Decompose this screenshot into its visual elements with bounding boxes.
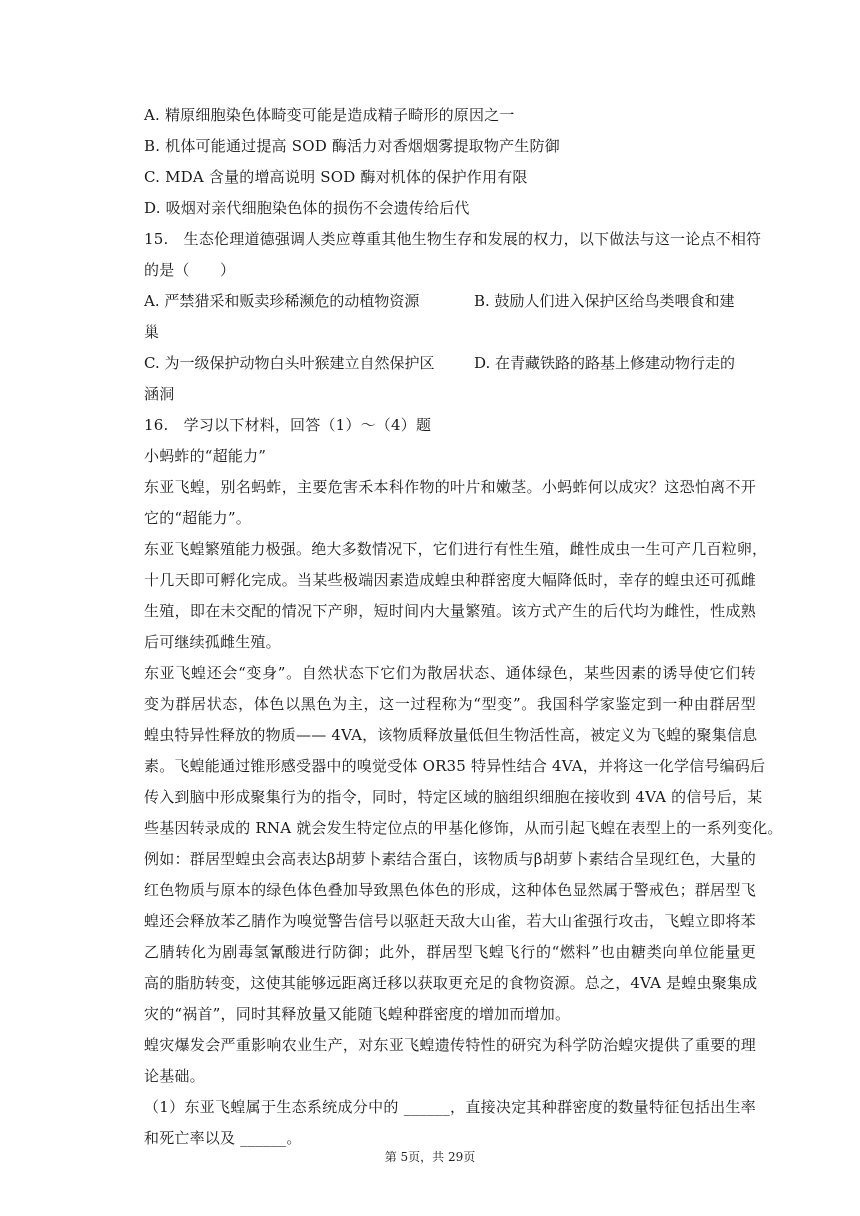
q15-stem-line-1: 15. 生态伦理道德强调人类应尊重其他生物生存和发展的权力，以下做法与这一论点不相符 — [144, 230, 762, 248]
article-line: 乙腈转化为剧毒氢氰酸进行防御；此外，群居型飞蝗飞行的“燃料”也由糖类向单位能量更 — [144, 943, 756, 961]
q14-option-c: C. MDA 含量的增高说明 SOD 酶对机体的保护作用有限 — [144, 168, 528, 186]
article-line: 十几天即可孵化完成。当某些极端因素造成蝗虫种群密度大幅降低时，幸存的蝗虫还可孤雌 — [144, 571, 756, 589]
q16-sub1-line-1: （1）东亚飞蝗属于生态系统成分中的 ______，直接决定其种群密度的数量特征包括出生率 — [144, 1098, 756, 1116]
q16-article-body — [144, 472, 783, 1092]
q14-option-d: D. 吸烟对亲代细胞染色体的损伤不会遗传给后代 — [144, 199, 470, 217]
article-line: 红色物质与原本的绿色体色叠加导致黑色体色的形成，这种体色显然属于警戒色；群居型飞 — [144, 881, 756, 899]
q15-option-d: D. 在青藏铁路的路基上修建动物行走的 — [474, 354, 736, 372]
q15-option-a: A. 严禁猎采和贩卖珍稀濒危的动植物资源 — [144, 292, 420, 310]
q15-options-row-1 — [144, 286, 756, 317]
article-line: 它的“超能力”。 — [144, 509, 251, 527]
article-line: 东亚飞蝗繁殖能力极强。绝大多数情况下，它们进行有性生殖，雌性成虫一生可产几百粒卵， — [144, 540, 768, 558]
q15-option-b: B. 鼓励人们进入保护区给鸟类喂食和建 — [474, 292, 735, 310]
article-line: 些基因转录成的 RNA 就会发生特定位点的甲基化修饰，从而引起飞蝗在表型上的一系列变化。 — [144, 819, 783, 837]
q15-options-row-2 — [144, 348, 756, 379]
q15-option-c: C. 为一级保护动物白头叶猴建立自然保护区 — [144, 354, 435, 372]
q15-stem-line-2: 的是（ ） — [144, 261, 236, 279]
article-line: 东亚飞蝗，别名蚂蚱，主要危害禾本科作物的叶片和嫩茎。小蚂蚱何以成灾？这恐怕离不开 — [144, 478, 756, 496]
article-line: 论基础。 — [144, 1067, 205, 1085]
q16-stem: 16. 学习以下材料，回答（1）～（4）题 — [144, 416, 432, 434]
article-line: 例如：群居型蝗虫会高表达β胡萝卜素结合蛋白，该物质与β胡萝卜素结合呈现红色，大量的 — [144, 850, 756, 868]
q14-option-a: A. 精原细胞染色体畸变可能是造成精子畸形的原因之一 — [144, 106, 515, 124]
article-line: 蝗灾爆发会严重影响农业生产，对东亚飞蝗遗传特性的研究为科学防治蝗灾提供了重要的理 — [144, 1036, 756, 1054]
article-line: 生殖，即在未交配的情况下产卵，短时间内大量繁殖。该方式产生的后代均为雌性，性成熟 — [144, 602, 756, 620]
article-line: 高的脂肪转变，这使其能够远距离迁移以获取更充足的食物资源。总之，4VA 是蝗虫聚集成 — [144, 974, 758, 992]
article-line: 变为群居状态，体色以黑色为主，这一过程称为“型变”。我国科学家鉴定到一种由群居型 — [144, 695, 756, 713]
q14-option-b: B. 机体可能通过提高 SOD 酶活力对香烟烟雾提取物产生防御 — [144, 137, 560, 155]
page-content — [144, 100, 783, 1154]
q16-article-title: 小蚂蚱的“超能力” — [144, 447, 267, 465]
article-line: 后可继续孤雌生殖。 — [144, 633, 281, 651]
q15-option-b-continued: 巢 — [144, 323, 160, 341]
article-line: 蝗虫特异性释放的物质—— 4VA，该物质释放量低但生物活性高，被定义为飞蝗的聚集信息 — [144, 726, 758, 744]
article-line: 蝗还会释放苯乙腈作为嗅觉警告信号以驱赶天敌大山雀，若大山雀强行攻击，飞蝗立即将苯 — [144, 912, 756, 930]
q16-sub1-line-2: 和死亡率以及 ______。 — [144, 1129, 302, 1147]
article-line: 东亚飞蝗还会“变身”。自然状态下它们为散居状态、通体绿色，某些因素的诱导使它们转 — [144, 664, 756, 682]
article-line: 传入到脑中形成聚集行为的指令，同时，特定区域的脑组织细胞在接收到 4VA 的信号后，某 — [144, 788, 763, 806]
article-line: 灾的“祸首”，同时其释放量又能随飞蝗种群密度的增加而增加。 — [144, 1005, 571, 1023]
q15-option-d-continued: 涵洞 — [144, 385, 175, 403]
article-line: 素。飞蝗能通过锥形感受器中的嗅觉受体 OR35 特异性结合 4VA，并将这一化学信号编码后 — [144, 757, 766, 775]
page-footer: 第 5页，共 29页 — [384, 1150, 476, 1164]
